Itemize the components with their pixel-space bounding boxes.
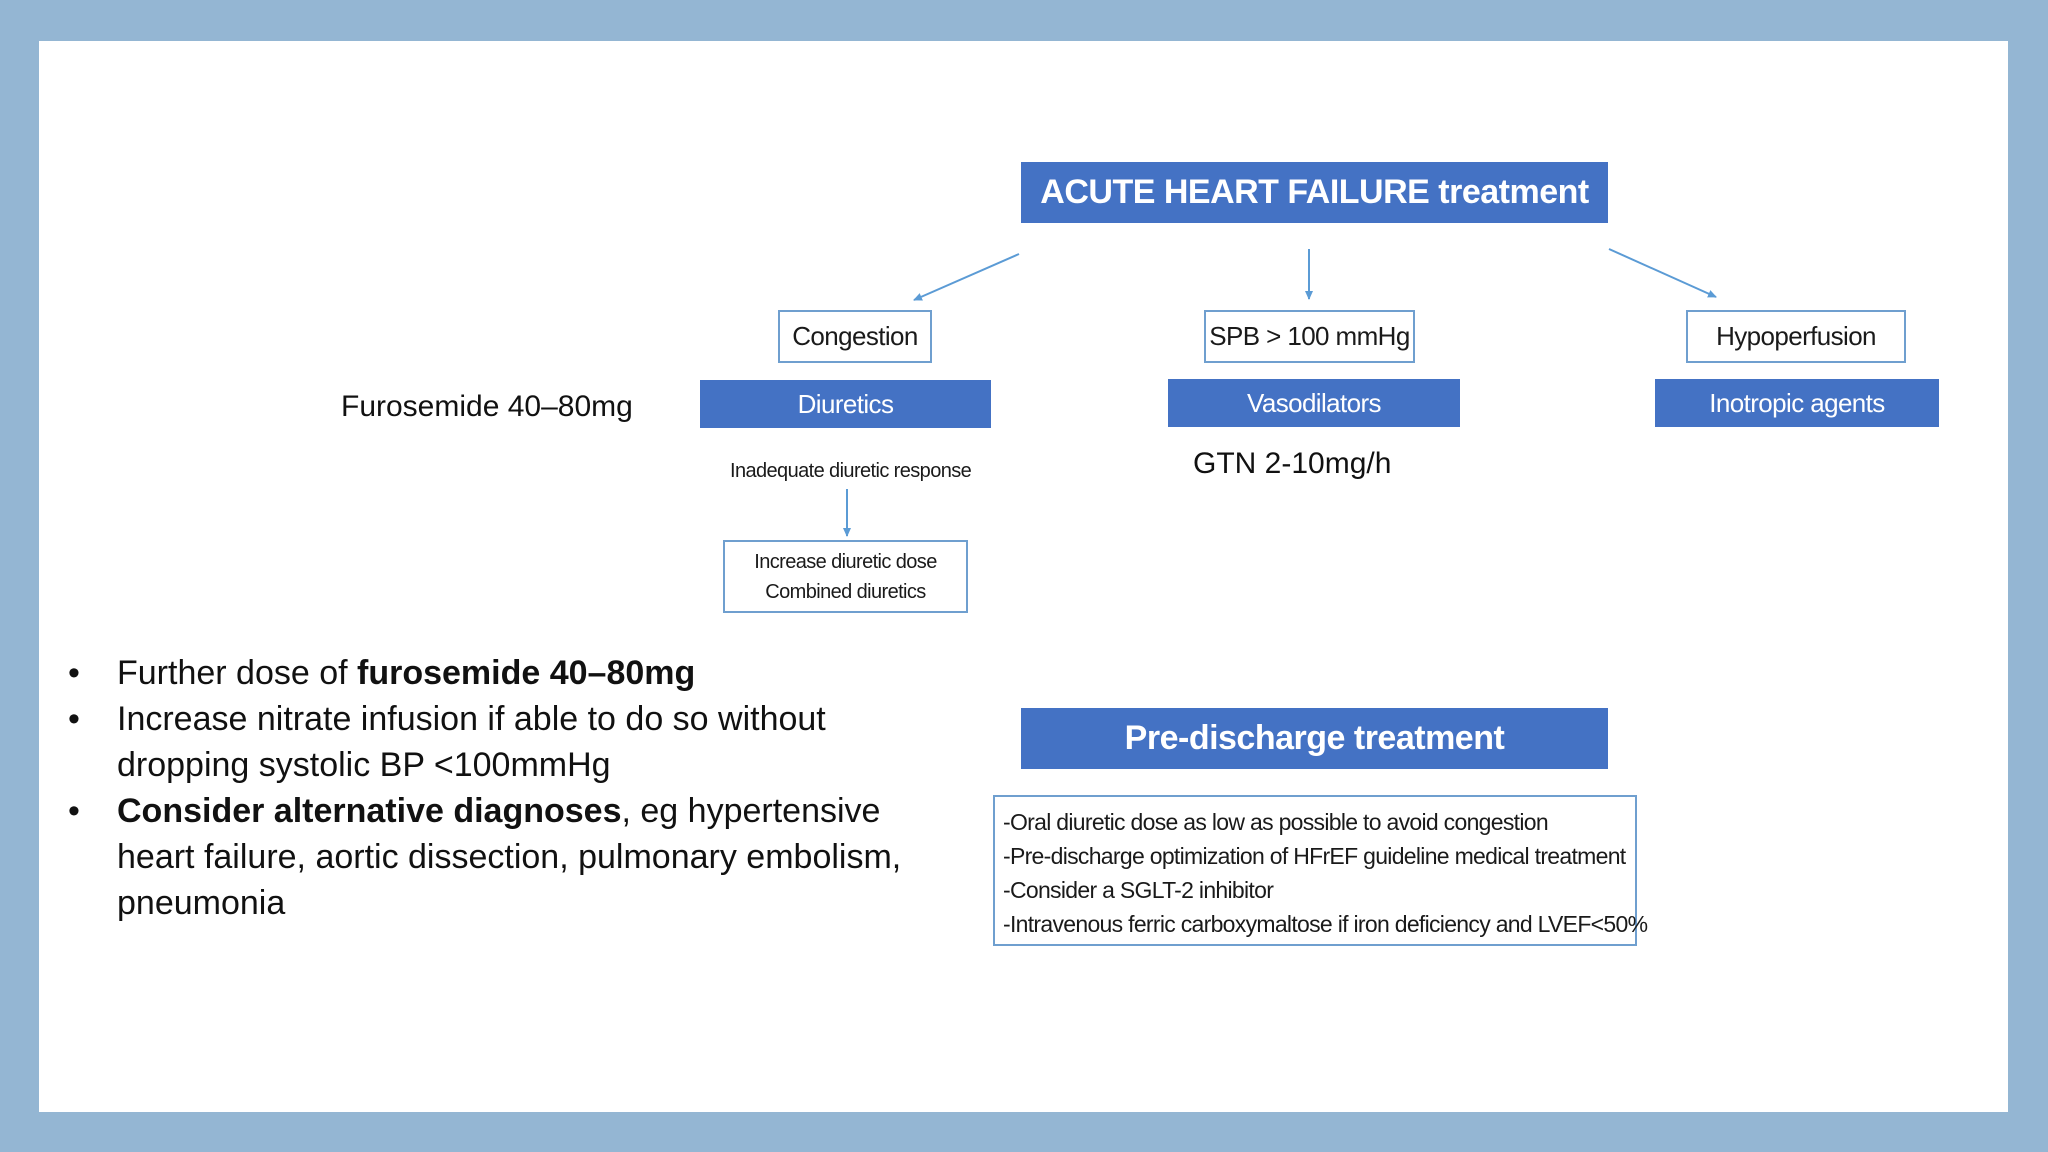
spb-box: SPB > 100 mmHg [1204,310,1415,363]
discharge-item: -Oral diuretic dose as low as possible to avoid congestion [1003,809,1548,835]
diuretics-box: Diuretics [700,380,991,428]
inadequate-response-note: Inadequate diuretic response [730,460,972,482]
furosemide-dose: Furosemide 40–80mg [341,390,633,423]
discharge-item: -Consider a SGLT-2 inhibitor [1003,877,1274,903]
arrow-to-hypoperfusion [1609,249,1716,297]
escalation-box [723,540,968,613]
recommendation-list [60,650,940,926]
hypoperfusion-box: Hypoperfusion [1686,310,1906,363]
list-item [60,696,940,788]
bullet-dot: • [68,700,80,738]
bullet-text: Increase nitrate infusion if able to do so without dropping systolic BP <100mmHg [117,700,826,784]
main-title: ACUTE HEART FAILURE treatment [1021,162,1608,223]
bullet-bold-text: furosemide 40–80mg [357,654,696,692]
gtn-dose: GTN 2-10mg/h [1193,447,1392,480]
bullet-dot: • [68,654,80,692]
escalation-line-2: Combined diuretics [765,580,926,603]
list-item [60,650,940,696]
escalation-line-1: Increase diuretic dose [754,550,937,573]
discharge-item: -Pre-discharge optimization of HFrEF guideline medical treatment [1003,843,1626,869]
vasodilators-box: Vasodilators [1168,379,1460,427]
arrow-to-congestion [914,254,1019,300]
inotropic-agents-box: Inotropic agents [1655,379,1939,427]
bullet-text: , eg hypertensive heart failure, aortic dissection, pulmonary embolism, pneumonia [117,792,902,922]
discharge-title: Pre-discharge treatment [1021,708,1608,769]
bullet-text: Further dose of [117,654,358,692]
discharge-item: -Intravenous ferric carboxymaltose if iron deficiency and LVEF<50% [1003,911,1648,937]
discharge-items-box [993,795,1648,946]
congestion-box: Congestion [778,310,932,363]
bullet-bold-text: Consider alternative diagnoses [117,792,622,830]
bullet-dot: • [68,792,80,830]
list-item [60,788,940,926]
